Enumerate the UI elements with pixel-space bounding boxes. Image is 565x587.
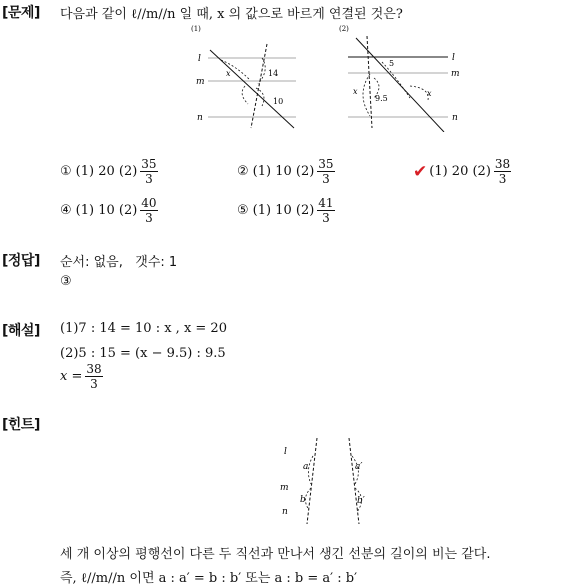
transversal-1 (210, 50, 294, 128)
label-l: l (198, 54, 201, 64)
choice-4-fraction (140, 196, 157, 225)
label-n: n (197, 113, 203, 123)
choice-5-text: (1) 10 (2) (252, 203, 315, 218)
hint-label-l: l (284, 447, 287, 457)
choice-3-text: (1) 20 (2) (429, 164, 491, 179)
label-x: x (226, 69, 231, 78)
hint-label-m: m (280, 483, 289, 493)
solution-fraction (85, 362, 102, 391)
solution-line-3 (60, 362, 103, 391)
brace-x-left (363, 74, 370, 116)
solution-label: [해설] (2, 323, 40, 339)
choice-1-den: 3 (145, 172, 153, 186)
choice-3[interactable] (413, 157, 511, 186)
hint-label-b: b (300, 495, 306, 505)
answer-line: 순서: 없음, 갯수: 1 (60, 255, 178, 270)
choice-4-num: 40 (141, 196, 157, 210)
question-label: [문제] (2, 5, 40, 21)
choice-4[interactable] (60, 196, 158, 225)
choice-5-den: 3 (322, 211, 330, 225)
choice-3-den: 3 (498, 172, 507, 186)
question-figure-1 (188, 22, 303, 132)
choice-4-marker: ④ (60, 203, 72, 218)
label-14: 14 (268, 69, 279, 78)
choice-2-marker: ② (237, 164, 249, 179)
transversal-2 (251, 44, 267, 128)
choice-5-num: 41 (318, 196, 334, 210)
choice-5-marker: ⑤ (237, 203, 249, 218)
hint-transversal-2 (349, 438, 359, 524)
choice-4-den: 3 (145, 211, 153, 225)
choice-2-text: (1) 10 (2) (252, 164, 315, 179)
choice-1[interactable] (60, 157, 158, 186)
hint-line-1: 세 개 이상의 평행선이 다른 두 직선과 만나서 생긴 선분의 길이의 비는 같다. (60, 547, 491, 562)
hint-figure (275, 432, 375, 528)
choice-1-num: 35 (141, 157, 157, 171)
label-10: 10 (273, 97, 284, 106)
hint-label-n: n (282, 507, 288, 517)
choice-3-fraction (494, 157, 511, 186)
choice-1-marker: ① (60, 164, 72, 179)
choice-3-num: 38 (494, 157, 511, 171)
solution-line-1: (1)7 : 14 = 10 : x , x = 20 (60, 321, 227, 336)
hint-transversal-1 (307, 438, 317, 524)
choice-4-text: (1) 10 (2) (75, 203, 138, 218)
choice-2-fraction (317, 157, 334, 186)
choice-5[interactable] (237, 196, 335, 225)
choice-5-fraction (317, 196, 334, 225)
brace-7 (242, 86, 248, 104)
solution-den: 3 (90, 377, 98, 391)
transversal-1 (356, 38, 444, 132)
transversal-2 (367, 36, 372, 128)
choice-2-den: 3 (322, 172, 330, 186)
solution-line-3-prefix: x = (60, 369, 83, 384)
choice-2-num: 35 (318, 157, 334, 171)
solution-num: 38 (86, 362, 102, 376)
label-x-left: x (353, 87, 358, 96)
hint-label-a2: a′ (355, 462, 363, 472)
hint-line-2: 즉, ℓ//m//n 이면 a : a′ = b : b′ 또는 a : b = a′ : b′ (60, 571, 358, 586)
figure-1-tag: (1) (191, 25, 201, 33)
question-text: 다음과 같이 ℓ//m//n 일 때, x 의 값으로 바르게 연결된 것은? (60, 7, 403, 22)
choice-1-text: (1) 20 (2) (75, 164, 138, 179)
label-9-5: 9.5 (375, 94, 388, 103)
question-figure-2 (336, 22, 466, 132)
label-5: 5 (389, 59, 395, 68)
choice-2[interactable] (237, 157, 335, 186)
correct-check-icon: ✔ (413, 161, 428, 182)
hint-label-b2: b′ (357, 496, 365, 506)
solution-line-2: (2)5 : 15 = (x − 9.5) : 9.5 (60, 346, 226, 361)
hint-label-a: a (303, 462, 309, 472)
label-n: n (452, 113, 458, 123)
figure-2-tag: (2) (339, 25, 349, 33)
choice-1-fraction (140, 157, 157, 186)
label-m: m (196, 77, 205, 87)
answer-label: [정답] (2, 253, 40, 269)
hint-label: [힌트] (2, 417, 40, 433)
answer-value: ③ (60, 274, 72, 289)
label-m: m (451, 69, 460, 79)
label-x-right: x (427, 89, 432, 98)
label-l: l (452, 53, 455, 63)
